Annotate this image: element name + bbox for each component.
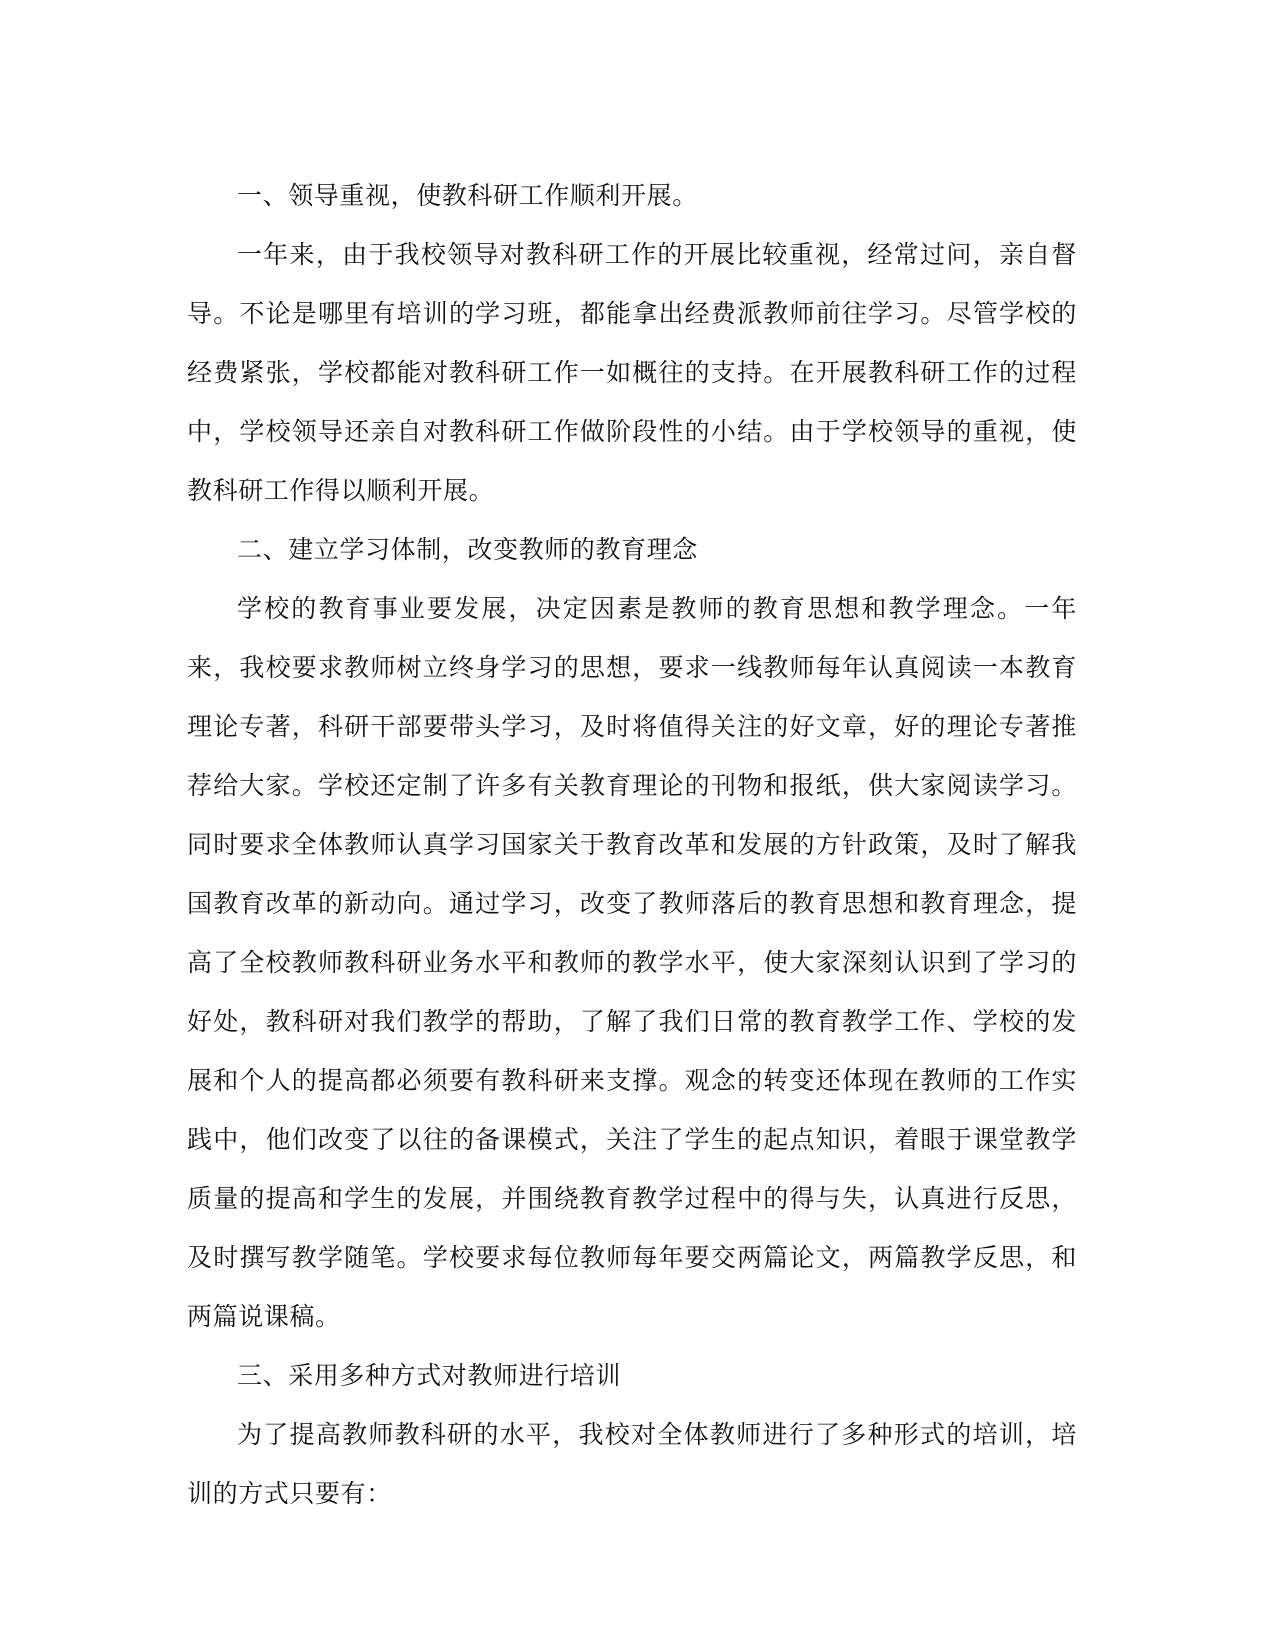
section-heading-2: 二、建立学习体制，改变教师的教育理念	[237, 535, 698, 564]
body-paragraph-2: 学校的教育事业要发展，决定因素是教师的教育思想和教学理念。一年来，我校要求教师树立终身学习的思想，要求一线教师每年认真阅读一本教育理论专著，科研干部要带头学习，及时将值得关注的好文章，好的理论专著推荐给大家。学校还定制了许多有关教育理论的刊物和报纸，供大家阅读学习。同时要求全体教师认真学习国家关于教育改革和发展的方针政策，及时了解我国教育改革的新动向。通过学习，改变了教师落后的教育思想和教育理念，提高了全校教师教科研业务水平和教师的教学水平，使大家深刻认识到了学习的好处，教科研对我们教学的帮助，了解了我们日常的教育教学工作、学校的发展和个人的提高都必须要有教科研来支撑。观念的转变还体现在教师的工作实践中，他们改变了以往的备课模式，关注了学生的起点知识，着眼于课堂教学质量的提高和学生的发展，并围绕教育教学过程中的得与失，认真进行反思，及时撰写教学随笔。学校要求每位教师每年要交两篇论文，两篇教学反思，和两篇说课稿。	[187, 594, 1077, 1331]
section-heading-3: 三、采用多种方式对教师进行培训	[237, 1361, 622, 1390]
body-paragraph-3: 为了提高教师教科研的水平，我校对全体教师进行了多种形式的培训，培训的方式只要有：	[187, 1420, 1077, 1508]
document-body	[187, 166, 1077, 1523]
body-paragraph-1: 一年来，由于我校领导对教科研工作的开展比较重视，经常过问，亲自督导。不论是哪里有培训的学习班，都能拿出经费派教师前往学习。尽管学校的经费紧张，学校都能对教科研工作一如概往的支持。在开展教科研工作的过程中，学校领导还亲自对教科研工作做阶段性的小结。由于学校领导的重视，使教科研工作得以顺利开展。	[187, 240, 1077, 505]
section-heading-1: 一、领导重视，使教科研工作顺利开展。	[237, 181, 698, 210]
